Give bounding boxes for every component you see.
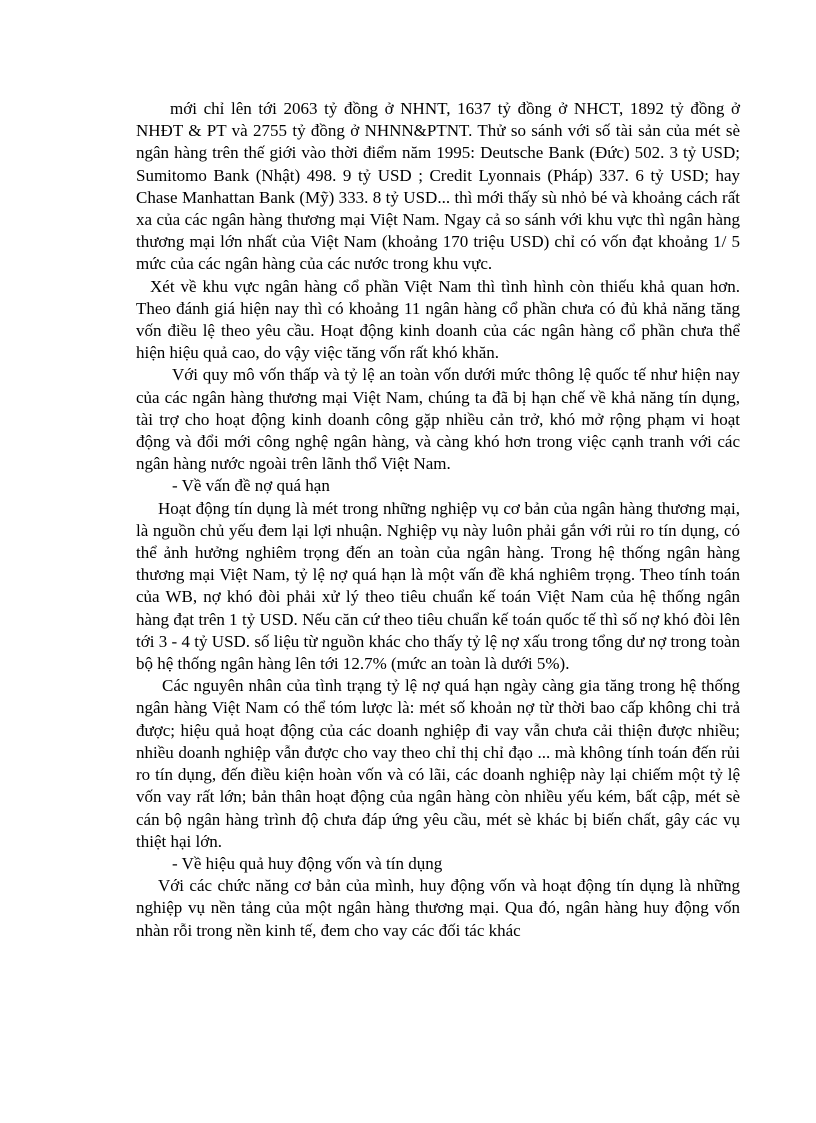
section-heading-mobilization-efficiency: - Về hiệu quả huy động vốn và tín dụng [172,853,443,873]
paragraph-credit-activity: Hoạt động tín dụng là mét trong những nghiệp vụ cơ bản của ngân hàng thương mại, là nguồn chủ yếu đem lại lợi nhuận. Nghiệp vụ này luôn phải gắn với rủi ro tín dụng, có thể ảnh hưởng nghiêm trọng đến an toàn của ngân hàng. Trong hệ thống ngân hàng thương mại Việt Nam, tỷ lệ nợ quá hạn là một vấn đề khá nghiêm trọng. Theo tính toán của WB, nợ khó đòi phải xử lý theo tiêu chuẩn kế toán Việt Nam của hệ thống ngân hàng đạt trên 1 tỷ USD. Nếu căn cứ theo tiêu chuẩn kế toán quốc tế thì số nợ khó đòi lên tới 3 - 4 tỷ USD. số liệu từ nguồn khác cho thấy tỷ lệ nợ xấu trong tổng dư nợ trong toàn bộ hệ thống ngân hàng lên tới 12.7% (mức an toàn là dưới 5%). [136,498,740,674]
paragraph-joint-stock-banks: Xét về khu vực ngân hàng cổ phần Việt Nam thì tình hình còn thiếu khả quan hơn. Theo đánh giá hiện nay thì có khoảng 11 ngân hàng cổ phần chưa có đủ khả năng tăng vốn điều lệ theo yêu cầu. Hoạt động kinh doanh của các ngân hàng cổ phần chưa thể hiện hiệu quả cao, do vậy việc tăng vốn rất khó khăn. [136,276,740,363]
paragraph-mobilization-credit: Với các chức năng cơ bản của mình, huy động vốn và hoạt động tín dụng là những nghiệp vụ nền tảng của một ngân hàng thương mại. Qua đó, ngân hàng huy động vốn nhàn rỗi trong nền kinh tế, đem cho vay các đối tác khác [136,876,740,940]
section-heading-overdue-debt: - Về vấn đề nợ quá hạn [172,476,330,496]
paragraph-capital-adequacy: Với quy mô vốn thấp và tỷ lệ an toàn vốn dưới mức thông lệ quốc tế như hiện nay của các ngân hàng thương mại Việt Nam, chúng ta đã bị hạn chế về khả năng tín dụng, tài trợ cho hoạt động kinh doanh công gặp nhiều cản trở, khó mở rộng phạm vi hoạt động và đổi mới công nghệ ngân hàng, và càng khó hơn trong việc cạnh tranh với các ngân hàng nước ngoài trên lãnh thổ Việt Nam. [136,365,740,474]
paragraph-overdue-causes: Các nguyên nhân của tình trạng tỷ lệ nợ quá hạn ngày càng gia tăng trong hệ thống ngân hàng Việt Nam có thể tóm lược là: mét số khoản nợ từ thời bao cấp không chi trả được; hiệu quả hoạt động của các doanh nghiệp đi vay vẫn chưa cải thiện được nhiều; nhiều doanh nghiệp vẫn được cho vay theo chỉ thị chỉ đạo ... mà không tính toán đến rủi ro tín dụng, đến điều kiện hoàn vốn và có lãi, các doanh nghiệp này lại chiếm một tỷ lệ vốn vay rất lớn; bản thân hoạt động của ngân hàng còn nhiều yếu kém, bất cập, mét sè cán bộ ngân hàng trình độ chưa đáp ứng yêu cầu, mét sè khác bị biến chất, gây các vụ thiệt hại lớn. [136,676,740,851]
body-text [136,98,740,942]
paragraph-bank-assets: mới chỉ lên tới 2063 tỷ đồng ở NHNT, 1637 tỷ đồng ở NHCT, 1892 tỷ đồng ở NHĐT & PT và 2755 tỷ đồng ở NHNN&PTNT. Thử so sánh với số tài sản của mét sè ngân hàng trên thế giới vào thời điểm năm 1995: Deutsche Bank (Đức) 502. 3 tỷ USD; Sumitomo Bank (Nhật) 498. 9 tỷ USD ; Credit Lyonnais (Pháp) 337. 6 tỷ USD; hay Chase Manhattan Bank (Mỹ) 333. 8 tỷ USD... thì mới thấy sù nhỏ bé và khoảng cách rất xa của các ngân hàng thương mại Việt Nam. Ngay cả so sánh với khu vực thì ngân hàng thương mại lớn nhất của Việt Nam (khoảng 170 triệu USD) chỉ có vốn đạt khoảng 1/ 5 mức của các ngân hàng của các nước trong khu vực. [136,99,740,274]
